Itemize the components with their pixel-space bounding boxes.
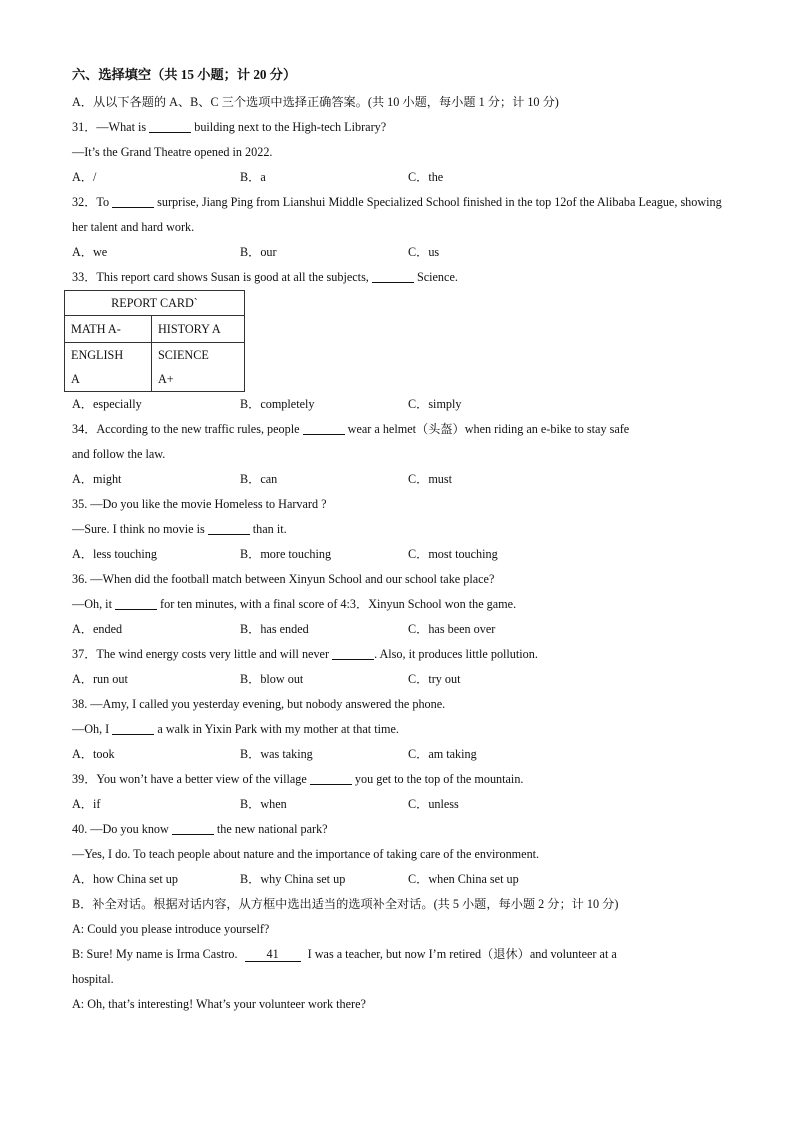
part-b-instructions: B．补全对话。根据对话内容，从方框中选出适当的选项补全对话。(共 5 小题，每小题 2 分；计 10 分) [72,897,619,911]
question-35: 35. —Do you like the movie Homeless to Harvard ? [72,497,327,511]
dialog-line-a1: A: Could you please introduce yourself? [72,922,270,936]
dialog-line-b1-cont: hospital. [72,972,114,986]
question-37: 37．The wind energy costs very little and will never . Also, it produces little pollution. [72,647,538,661]
option-c[interactable]: C．must [408,472,453,486]
option-b[interactable]: B．a [240,170,266,184]
question-32-options [72,240,722,265]
question-36-reply: —Oh, it for ten minutes, with a final score of 4:3．Xinyun School won the game. [72,597,517,611]
option-a[interactable]: A．run out [72,672,128,686]
option-b[interactable]: B．has ended [240,622,309,636]
question-37-options [72,667,722,692]
option-a[interactable]: A．might [72,472,122,486]
option-c[interactable]: C．when China set up [408,872,519,886]
answer-blank [332,645,374,660]
answer-blank [372,268,414,283]
answer-blank [115,595,157,610]
option-c[interactable]: C．most touching [408,547,498,561]
answer-blank [310,770,352,785]
option-a[interactable]: A．how China set up [72,872,178,886]
report-card-title: REPORT CARD` [65,291,245,316]
option-b[interactable]: B．our [240,245,277,259]
report-card-history: HISTORY A [152,316,245,343]
option-b[interactable]: B．completely [240,397,315,411]
question-40: 40. —Do you know the new national park? [72,822,328,836]
blank-41[interactable]: 41 [245,947,301,962]
option-a[interactable]: A．/ [72,170,97,184]
option-b[interactable]: B．was taking [240,747,313,761]
option-c[interactable]: C．simply [408,397,462,411]
answer-blank [172,820,214,835]
option-c[interactable]: C．us [408,245,440,259]
option-b[interactable]: B．why China set up [240,872,346,886]
question-31-options [72,165,722,190]
answer-blank [112,720,154,735]
question-39-options [72,792,722,817]
dialog-line-a2: A: Oh, that’s interesting! What’s your volunteer work there? [72,997,366,1011]
question-38-reply: —Oh, I a walk in Yixin Park with my mother at that time. [72,722,399,736]
exam-page [72,60,722,1017]
option-a[interactable]: A．took [72,747,115,761]
option-b[interactable]: B．more touching [240,547,332,561]
option-a[interactable]: A．if [72,797,101,811]
question-34-cont: and follow the law. [72,447,166,461]
question-40-options [72,867,722,892]
question-35-reply: —Sure. I think no movie is than it. [72,522,287,536]
option-a[interactable]: A．especially [72,397,142,411]
report-card-science: SCIENCE A+ [152,343,245,392]
question-31-reply: —It’s the Grand Theatre opened in 2022. [72,145,273,159]
answer-blank [112,193,154,208]
question-34: 34．According to the new traffic rules, people wear a helmet（头盔）when riding an e-bike to stay safe [72,422,630,436]
section-title: 六、选择填空（共 15 小题；计 20 分） [72,67,297,82]
answer-blank [149,118,191,133]
question-40-reply: —Yes, I do. To teach people about nature and the importance of taking care of the environment. [72,847,540,861]
report-card-english: ENGLISH A [65,343,152,392]
answer-blank [303,420,345,435]
report-card-math: MATH A- [65,316,152,343]
question-38-options [72,742,722,767]
option-a[interactable]: A．we [72,245,108,259]
question-33: 33．This report card shows Susan is good at all the subjects, Science. [72,270,458,284]
option-b[interactable]: B．blow out [240,672,304,686]
option-c[interactable]: C．unless [408,797,459,811]
answer-blank [208,520,250,535]
option-c[interactable]: C．am taking [408,747,477,761]
report-card-table [64,290,245,392]
question-35-options [72,542,722,567]
question-31: 31．—What is building next to the High-tech Library? [72,120,387,134]
dialog-line-b1: B: Sure! My name is Irma Castro. 41 I was a teacher, but now I’m retired（退休）and volunteer at a [72,947,617,961]
question-39: 39．You won’t have a better view of the village you get to the top of the mountain. [72,772,524,786]
option-c[interactable]: C．the [408,170,444,184]
question-33-options [72,392,722,417]
option-b[interactable]: B．when [240,797,287,811]
question-32: 32．To surprise, Jiang Ping from Lianshui Middle Specialized School finished in the top 12of the Alibaba League, showing her talent and hard work. [72,195,722,234]
option-c[interactable]: C．has been over [408,622,496,636]
part-a-instructions: A．从以下各题的 A、B、C 三个选项中选择正确答案。(共 10 小题，每小题 1 分；计 10 分) [72,95,559,109]
question-34-options [72,467,722,492]
question-36-options [72,617,722,642]
option-b[interactable]: B．can [240,472,278,486]
option-a[interactable]: A．ended [72,622,123,636]
option-a[interactable]: A．less touching [72,547,157,561]
question-36: 36. —When did the football match between Xinyun School and our school take place? [72,572,495,586]
option-c[interactable]: C．try out [408,672,461,686]
question-38: 38. —Amy, I called you yesterday evening, but nobody answered the phone. [72,697,446,711]
